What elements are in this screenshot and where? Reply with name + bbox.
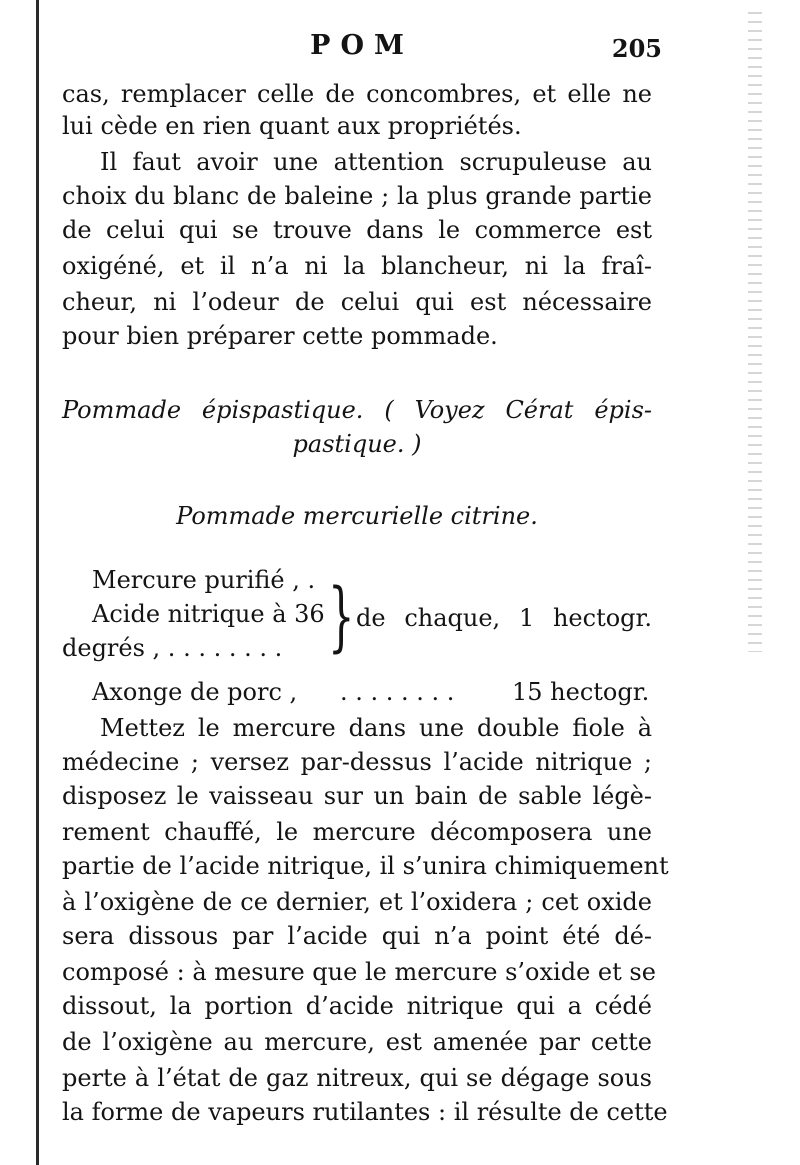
section-heading-epispastique-cont: pastique. ): [292, 430, 422, 458]
recipe-dots: . . . . . . . .: [340, 678, 455, 706]
text-line: rement chauffé, le mercure décomposera une: [62, 818, 652, 846]
running-head: POM: [310, 30, 414, 61]
text-line: de l’oxigène au mercure, est amenée par cette: [62, 1028, 652, 1056]
text-line: de celui qui se trouve dans le commerce est: [62, 216, 652, 244]
text-line: choix du blanc de baleine ; la plus grande partie: [62, 182, 652, 210]
recipe-item: Acide nitrique à 36: [92, 600, 325, 628]
recipe-brace: }: [328, 571, 355, 660]
text-line: Mettez le mercure dans une double fiole à: [100, 714, 652, 742]
scan-margin-artifact: [748, 12, 762, 652]
text-line: cheur, ni l’odeur de celui qui est nécessaire: [62, 288, 652, 316]
text-line: cas, remplacer celle de concombres, et elle ne: [62, 80, 652, 108]
text-line: perte à l’état de gaz nitreux, qui se dégage sous: [62, 1064, 652, 1092]
text-line: partie de l’acide nitrique, il s’unira chimiquement: [62, 852, 669, 880]
recipe-item: Mercure purifié , .: [92, 566, 316, 594]
text-line: sera dissous par l’acide qui n’a point été dé-: [62, 922, 652, 950]
text-line: à l’oxigène de ce dernier, et l’oxidera ; cet oxide: [62, 888, 652, 916]
text-line: la forme de vapeurs rutilantes : il résulte de cette: [62, 1098, 668, 1126]
recipe-quantity: 15 hectogr.: [512, 678, 650, 706]
text-line: lui cède en rien quant aux propriétés.: [62, 112, 522, 140]
text-line: composé : à mesure que le mercure s’oxide et se: [62, 958, 656, 986]
text-line: Il faut avoir une attention scrupuleuse au: [100, 148, 652, 176]
page-edge-rule: [36, 0, 39, 1165]
recipe-item-cont: degrés , . . . . . . . .: [62, 634, 283, 662]
text-line: disposez le vaisseau sur un bain de sable légè-: [62, 782, 652, 810]
recipe-item: Axonge de porc ,: [92, 678, 298, 706]
section-heading-epispastique: Pommade épispastique. ( Voyez Cérat épis-: [62, 396, 652, 424]
text-line: oxigéné, et il n’a ni la blancheur, ni la fraî-: [62, 252, 652, 280]
recipe-shared-quantity: de chaque, 1 hectogr.: [356, 604, 652, 632]
page-number: 205: [611, 34, 662, 63]
text-line: dissout, la portion d’acide nitrique qui a cédé: [62, 992, 652, 1020]
text-line: médecine ; versez par-dessus l’acide nitrique ;: [62, 748, 652, 776]
page-header: [62, 30, 662, 70]
section-heading-mercurielle: Pommade mercurielle citrine.: [176, 502, 538, 530]
text-line: pour bien préparer cette pommade.: [62, 322, 498, 350]
